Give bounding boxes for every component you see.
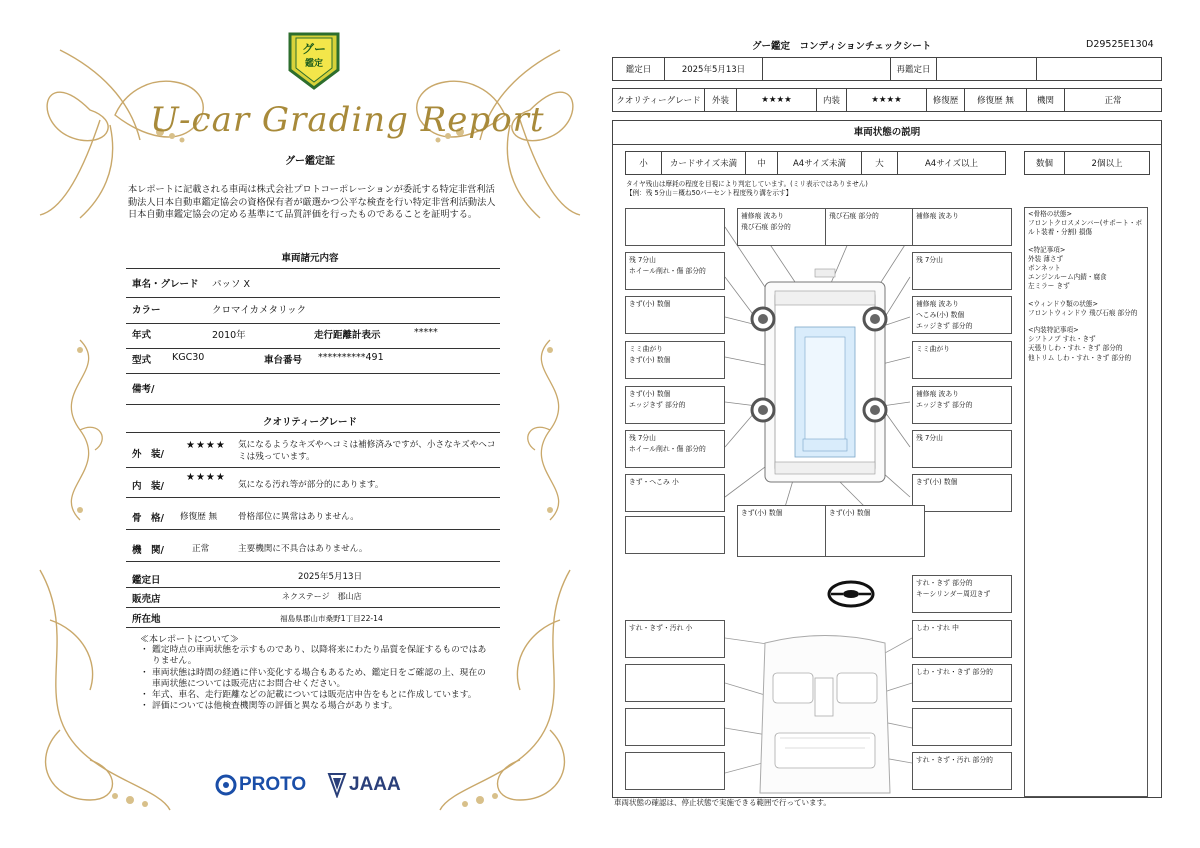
reappraisal-label-cell: 再鑑定日 (891, 58, 937, 81)
condition-box: きず(小) 数個 (912, 474, 1012, 512)
special-notes-panel (1024, 207, 1148, 797)
condition-box: 補修痕 波あり 飛び石痕 部分的 (737, 208, 837, 246)
check-sheet-footer-note: 車両状態の確認は、停止状態で実施できる範囲で行っています。 (614, 798, 831, 807)
condition-box: きず・へこみ 小 (625, 474, 725, 512)
condition-box (912, 708, 1012, 746)
condition-box: すれ・きず・汚れ 小 (625, 620, 725, 658)
size-small-desc-cell: カードサイズ未満 (662, 152, 746, 175)
repair-value-cell: 修復歴 無 (965, 89, 1027, 112)
frame-value: 修復歴 無 (180, 512, 218, 522)
year-label: 年式 (132, 330, 152, 341)
condition-box: きず(小) 数個 (825, 505, 925, 557)
name-label: 車名・グレード (132, 279, 199, 290)
size-large-desc-cell: A4サイズ以上 (898, 152, 1006, 175)
appraisal-row-address (126, 610, 500, 628)
spec-row-name (126, 276, 500, 298)
note-group-title: <特記事項> (1028, 245, 1066, 254)
flourish-right-side (510, 330, 590, 530)
appraisal-date-label: 鑑定日 (132, 575, 161, 586)
proto-logo-icon (215, 774, 237, 796)
engine-text: 主要機関に不具合はありません。 (238, 544, 368, 554)
remarks-label: 備考/ (132, 384, 155, 395)
engine-label: 機 関/ (132, 545, 164, 556)
engine-value-cell: 正常 (1065, 89, 1162, 112)
certificate-statement: 本レポートに記載される車両は株式会社プロトコーポレーションが委託する特定非営利活動法人日本自動車鑑定協会の資格保有者が厳選かつ公平な検査を行い特定非営利活動法人日本自動車鑑定協会の定める基準にて品質評価を行ったものであることを証明する。 (128, 184, 496, 220)
certificate-title: グー鑑定証 (285, 156, 335, 167)
quality-row-interior (126, 472, 500, 498)
report-note: ・ 鑑定時点の車両状態を示すものであり、以降将来にわたり品質を保証するものではありません。 (140, 645, 490, 668)
engine-value: 正常 (192, 544, 210, 554)
count-desc-cell: 2個以上 (1065, 152, 1150, 175)
note-group-title: <ウィンドウ類の状態> (1028, 299, 1098, 308)
note-line: シフトノブ すれ・きず (1028, 335, 1096, 344)
address-label: 所在地 (132, 614, 161, 625)
appraisal-date-table (612, 57, 1162, 81)
interior-label-cell: 内装 (817, 89, 847, 112)
note-line: 外装 薄さず (1028, 254, 1064, 263)
interior-stars-cell: ★★★★ (847, 89, 927, 112)
mileage-label: 走行距離計表示 (314, 330, 381, 341)
spec-row-year (126, 327, 500, 349)
note-line: 左ミラー きず (1028, 282, 1070, 291)
tire-wear-note (626, 180, 868, 198)
chassis-label: 車台番号 (264, 355, 303, 366)
condition-box (625, 664, 725, 702)
condition-box: きず(小) 数個 (625, 296, 725, 334)
chassis-value: **********491 (318, 352, 384, 363)
note-line: ボンネット (1028, 264, 1061, 273)
condition-box: 残 7分山 ホイール削れ・傷 部分的 (625, 430, 725, 468)
spec-row-color (126, 302, 500, 324)
badge-line-2: 鑑定 (304, 59, 323, 69)
note-line: ルト装着・分割) 損傷 (1028, 228, 1093, 237)
repair-label-cell: 修復歴 (927, 89, 965, 112)
empty-cell (763, 58, 891, 81)
note-group-title: <骨格の状態> (1028, 210, 1073, 218)
size-small-cell: 小 (626, 152, 662, 175)
condition-box (625, 752, 725, 790)
report-notes-list (140, 645, 490, 713)
condition-box: すれ・きず・汚れ 部分的 (912, 752, 1012, 790)
condition-box: すれ・きず 部分的 キーシリンダー周辺きず (912, 575, 1012, 613)
quality-grade-title: クオリティーグレード (262, 417, 358, 428)
year-value: 2010年 (212, 330, 246, 341)
size-medium-cell: 中 (746, 152, 778, 175)
exterior-text: 気になるようなキズやヘコミは補修済みですが、小さなキズやヘコミは残っています。 (238, 440, 496, 462)
condition-box: きず(小) 数個 エッジきず 部分的 (625, 386, 725, 424)
proto-logo-text: PROTO (239, 774, 307, 795)
condition-box: 残 7分山 (912, 252, 1012, 290)
condition-box: しわ・すれ・きず 部分的 (912, 664, 1012, 702)
tire-note-line-1: タイヤ残山は摩耗の程度を目視により判定しています。(ミリ表示ではありません) (626, 180, 868, 188)
note-group (1028, 326, 1144, 363)
note-line: エンジンルーム内錆・腐食 (1028, 273, 1107, 282)
date-value-cell: 2025年5月13日 (665, 58, 763, 81)
quality-row-exterior (126, 438, 500, 468)
condition-box: しわ・すれ 中 (912, 620, 1012, 658)
note-line: フロントウィンドウ 飛び石痕 部分的 (1028, 308, 1138, 317)
size-large-cell: 大 (862, 152, 898, 175)
mileage-value: ***** (414, 327, 438, 338)
quality-row-frame (126, 508, 500, 530)
appraisal-date-value: 2025年5月13日 (298, 572, 363, 582)
quality-grade-label-cell: クオリティーグレード (613, 89, 705, 112)
condition-box: 残 7分山 (912, 430, 1012, 468)
condition-box (625, 708, 725, 746)
appraisal-row-shop (126, 590, 500, 608)
footer-logos (215, 770, 415, 800)
interior-stars: ★★★★ (186, 472, 226, 483)
condition-box: きず(小) 数個 (737, 505, 837, 557)
empty-cell (1037, 58, 1162, 81)
model-value: KGC30 (172, 352, 205, 363)
quality-row-engine (126, 540, 500, 562)
report-notes-title: ≪本レポートについて≫ (140, 635, 239, 645)
grade-summary-table (612, 88, 1162, 112)
badge-line-1: グー (301, 42, 326, 56)
jaaa-logo-text: JAAA (349, 774, 401, 795)
jaaa-logo-icon (327, 772, 347, 798)
note-group (1028, 210, 1144, 238)
count-label-cell: 数個 (1025, 152, 1065, 175)
spec-row-model (126, 352, 500, 374)
note-group-title: <内装特記事項> (1028, 326, 1079, 335)
condition-box: 残 7分山 ホイール削れ・傷 部分的 (625, 252, 725, 290)
note-line: フロントクロスメンバー(サポート・ボ (1028, 219, 1143, 228)
frame-label: 骨 格/ (132, 513, 164, 524)
exterior-stars-cell: ★★★★ (737, 89, 817, 112)
condition-box: ミミ曲がり きず(小) 数個 (625, 341, 725, 379)
color-label: カラー (132, 305, 161, 316)
note-group (1028, 300, 1144, 318)
condition-box: 補修痕 波あり エッジきず 部分的 (912, 386, 1012, 424)
reappraisal-value-cell (937, 58, 1037, 81)
shop-value: ネクステージ 郡山店 (282, 592, 362, 601)
report-note: ・ 年式、車名、走行距離などの記載については販売店申告をもとに作成しています。 (140, 690, 490, 701)
condition-box: 飛び石痕 部分的 (825, 208, 925, 246)
tire-note-line-2: 【例：残 5分山＝概ね50パーセント程度残り溝を示す】 (626, 189, 793, 197)
exterior-label: 外 装/ (132, 449, 164, 460)
size-medium-desc-cell: A4サイズ未満 (778, 152, 862, 175)
color-value: クロマイカメタリック (212, 305, 307, 316)
exterior-stars: ★★★★ (186, 440, 226, 451)
goo-appraisal-badge (286, 30, 342, 92)
report-note: ・ 車両状態は時間の経過に伴い変化する場合もあるため、鑑定日をご確認の上、現在の車両状態については販売店にお問合せください。 (140, 668, 490, 691)
report-title: U-car Grading Report (150, 100, 545, 140)
shop-label: 販売店 (132, 594, 161, 605)
name-value: パッソ X (212, 279, 251, 290)
size-legend-table (625, 151, 1006, 175)
frame-text: 骨格部位に異常はありません。 (238, 512, 359, 522)
check-sheet-title: グー鑑定 コンディションチェックシート (752, 41, 932, 52)
appraisal-row-date (126, 570, 500, 588)
steering-wheel-icon (826, 578, 876, 610)
sheet-code: D29525E1304 (1086, 39, 1154, 50)
report-note: ・ 評価については他検査機関等の評価と異なる場合があります。 (140, 701, 490, 712)
flourish-left-side (40, 330, 120, 530)
vehicle-condition-title: 車両状態の説明 (613, 121, 1161, 145)
quality-top-rule (126, 432, 500, 433)
condition-box (625, 516, 725, 554)
engine-label-cell: 機関 (1027, 89, 1065, 112)
specs-top-rule (126, 268, 500, 269)
count-legend-table (1024, 151, 1150, 175)
condition-box (625, 208, 725, 246)
vehicle-specs-title: 車両諸元内容 (281, 253, 339, 264)
note-line: 他トリム しわ・すれ・きず 部分的 (1028, 353, 1132, 362)
spec-row-remarks (126, 381, 500, 405)
note-group (1028, 246, 1144, 292)
condition-box: 補修痕 波あり へこみ(小) 数個 エッジきず 部分的 (912, 296, 1012, 334)
condition-box: 補修痕 波あり (912, 208, 1012, 246)
interior-text: 気になる汚れ等が部分的にあります。 (238, 480, 384, 490)
note-line: 天張りしわ・すれ・きず 部分的 (1028, 344, 1123, 353)
condition-box: ミミ曲がり (912, 341, 1012, 379)
exterior-label-cell: 外装 (705, 89, 737, 112)
date-label-cell: 鑑定日 (613, 58, 665, 81)
address-value: 福島県郡山市桑野1丁目22-14 (280, 614, 383, 623)
interior-label: 内 装/ (132, 481, 164, 492)
model-label: 型式 (132, 355, 152, 366)
